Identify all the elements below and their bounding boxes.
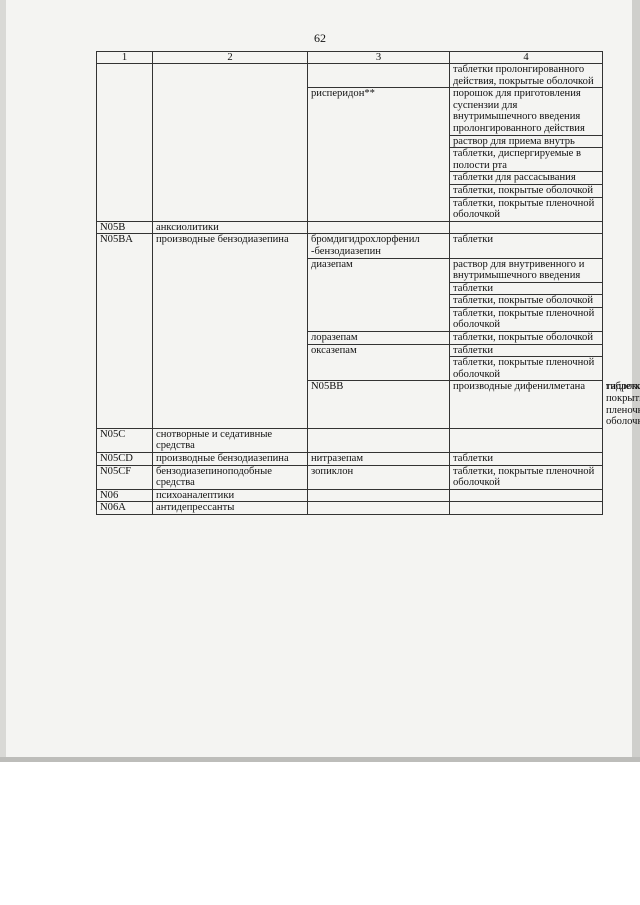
- drug-cell: оксазепам: [308, 344, 450, 381]
- scan-edge-left: [0, 0, 6, 760]
- form-cell: таблетки: [450, 282, 603, 295]
- code-cell: N05C: [97, 428, 153, 452]
- table-row: [97, 453, 603, 466]
- form-cell: таблетки для рассасывания: [450, 172, 603, 185]
- table-row: [97, 428, 603, 452]
- table-row: [97, 502, 603, 515]
- code-cell: [97, 64, 153, 222]
- form-cell: раствор для внутривенного и внутримышечного введения: [450, 258, 603, 282]
- group-cell: антидепрессанты: [153, 502, 308, 515]
- code-cell: N05B: [97, 221, 153, 234]
- drug-cell: [308, 502, 450, 515]
- group-cell: производные бензодиазепина: [153, 453, 308, 466]
- drug-cell: диазепам: [308, 258, 450, 332]
- drug-table: [96, 51, 603, 515]
- form-cell: таблетки, покрытые пленочной оболочкой: [450, 307, 603, 331]
- form-cell: таблетки, диспергируемые в полости рта: [450, 148, 603, 172]
- drug-cell: бромдигидрохлорфенил -бензодиазепин: [308, 234, 450, 258]
- form-cell: таблетки, покрытые пленочной оболочкой: [450, 357, 603, 381]
- drug-cell: нитразепам: [308, 453, 450, 466]
- form-cell: [450, 489, 603, 502]
- table-row: [97, 221, 603, 234]
- form-cell: порошок для приготовления суспензии для внутримышечного введения пролонгированного действия: [450, 88, 603, 135]
- scan-edge-right: [632, 0, 640, 760]
- form-cell: [450, 221, 603, 234]
- table-row: [97, 64, 603, 88]
- form-cell: таблетки: [450, 344, 603, 357]
- drug-cell: рисперидон**: [308, 88, 450, 222]
- form-cell: [450, 502, 603, 515]
- drug-cell: [308, 428, 450, 452]
- table-row: [97, 234, 603, 258]
- scan-edge-bottom: [0, 757, 640, 762]
- header-col-1: 1: [97, 52, 153, 64]
- form-cell: раствор для приема внутрь: [450, 135, 603, 148]
- drug-cell: [308, 221, 450, 234]
- group-cell: производные дифенилметана: [450, 381, 603, 428]
- form-cell: таблетки, покрытые оболочкой: [450, 295, 603, 308]
- form-cell: таблетки: [450, 234, 603, 258]
- code-cell: N05BA: [97, 234, 153, 429]
- code-cell: N06A: [97, 502, 153, 515]
- header-col-3: 3: [308, 52, 450, 64]
- form-cell: таблетки, покрытые оболочкой: [450, 184, 603, 197]
- table-row: [97, 465, 603, 489]
- group-cell: снотворные и седативные средства: [153, 428, 308, 452]
- table-row: [97, 489, 603, 502]
- code-cell: N05CD: [97, 453, 153, 466]
- form-cell: таблетки: [450, 453, 603, 466]
- form-cell: таблетки, покрытые оболочкой: [450, 332, 603, 345]
- group-cell: анксиолитики: [153, 221, 308, 234]
- code-cell: N05BB: [308, 381, 450, 428]
- drug-cell: [308, 489, 450, 502]
- code-cell: N05CF: [97, 465, 153, 489]
- drug-cell: лоразепам: [308, 332, 450, 345]
- header-col-2: 2: [153, 52, 308, 64]
- group-cell: психоаналептики: [153, 489, 308, 502]
- drug-cell: [308, 64, 450, 88]
- drug-cell: зопиклон: [308, 465, 450, 489]
- form-cell: таблетки, покрытые пленочной оболочкой: [450, 197, 603, 221]
- group-cell: производные бензодиазепина: [153, 234, 308, 429]
- group-cell: [153, 64, 308, 222]
- form-cell: таблетки пролонгированного действия, покрытые оболочкой: [450, 64, 603, 88]
- table-header-row: [97, 52, 603, 64]
- header-col-4: 4: [450, 52, 603, 64]
- form-cell: таблетки, покрытые пленочной оболочкой: [450, 465, 603, 489]
- page-number: 62: [314, 31, 326, 45]
- code-cell: N06: [97, 489, 153, 502]
- group-cell: бензодиазепиноподобные средства: [153, 465, 308, 489]
- form-cell: [450, 428, 603, 452]
